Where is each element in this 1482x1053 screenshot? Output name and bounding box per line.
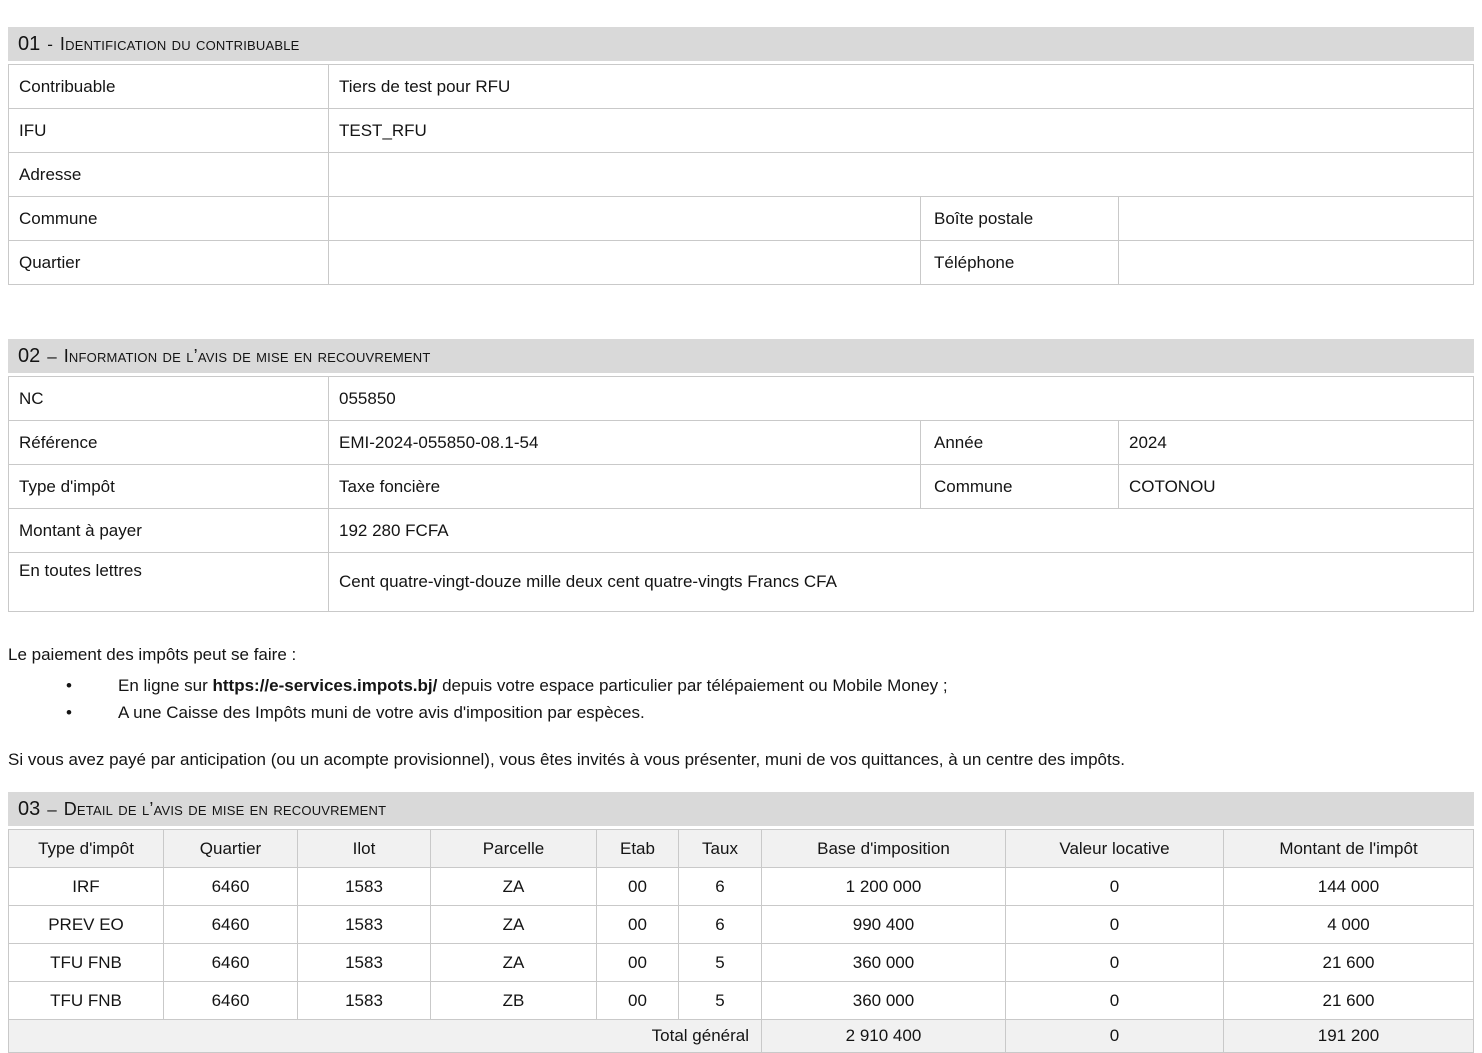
row-label: Contribuable <box>9 65 329 109</box>
section-avis-detail <box>8 792 1474 1053</box>
bullet-icon: • <box>66 703 72 722</box>
row-value: 055850 <box>329 377 1474 421</box>
section-02-header <box>8 339 1474 373</box>
row-value: EMI-2024-055850-08.1-54 <box>329 421 921 465</box>
anticipation-note-text: Si vous avez payé par anticipation (ou un acompte provisionnel), vous êtes invités à vous présenter, muni de vos quittances, à un centre des impôts. <box>8 750 1125 769</box>
table-cell: IRF <box>9 868 164 906</box>
table-row <box>9 906 1474 944</box>
row-value <box>1119 241 1474 285</box>
table-cell: 0 <box>1006 944 1224 982</box>
table-cell: 0 <box>1006 868 1224 906</box>
payment-options-list <box>8 672 1474 726</box>
row-value <box>1119 197 1474 241</box>
table-row <box>9 944 1474 982</box>
table-row <box>9 241 1474 285</box>
row-label: Quartier <box>9 241 329 285</box>
section-03-header <box>8 792 1474 826</box>
table-cell: ZB <box>431 982 597 1020</box>
table-cell: 6 <box>679 868 762 906</box>
section-avis-information <box>8 339 1474 612</box>
table-row <box>9 465 1474 509</box>
row-label: Année <box>921 421 1119 465</box>
payment-option-cash: A une Caisse des Impôts muni de votre avis d'imposition par espèces. <box>118 703 645 722</box>
table-cell: 0 <box>1006 982 1224 1020</box>
section-separator: – <box>47 800 57 819</box>
total-base-value: 2 910 400 <box>762 1020 1006 1053</box>
table-cell: 5 <box>679 982 762 1020</box>
table-row <box>9 109 1474 153</box>
row-label: Montant à payer <box>9 509 329 553</box>
section-separator: – <box>47 347 57 366</box>
section-identification <box>8 27 1474 285</box>
table-cell: 990 400 <box>762 906 1006 944</box>
table-cell: 00 <box>597 906 679 944</box>
row-value: 192 280 FCFA <box>329 509 1474 553</box>
table-row <box>9 421 1474 465</box>
section-title: Detail de l’avis de mise en recouvrement <box>63 799 387 819</box>
section-number: 03 <box>18 798 41 820</box>
table-cell: ZA <box>431 906 597 944</box>
payment-option-online-pre: En ligne sur <box>118 676 213 695</box>
column-header: Taux <box>679 830 762 868</box>
table-header-row <box>9 830 1474 868</box>
row-label: NC <box>9 377 329 421</box>
column-header: Quartier <box>164 830 298 868</box>
row-value <box>329 241 921 285</box>
section-title: Identification du contribuable <box>59 34 300 54</box>
row-value: TEST_RFU <box>329 109 1474 153</box>
row-label: Téléphone <box>921 241 1119 285</box>
table-cell: 21 600 <box>1224 982 1474 1020</box>
column-header: Parcelle <box>431 830 597 868</box>
identification-table <box>8 64 1474 285</box>
table-cell: 360 000 <box>762 944 1006 982</box>
row-label: Boîte postale <box>921 197 1119 241</box>
table-row <box>9 65 1474 109</box>
total-montant-value: 191 200 <box>1224 1020 1474 1053</box>
total-valeur-locative-value: 0 <box>1006 1020 1224 1053</box>
row-value <box>329 153 1474 197</box>
table-cell: 00 <box>597 868 679 906</box>
table-cell: 1583 <box>298 868 431 906</box>
table-cell: 21 600 <box>1224 944 1474 982</box>
bullet-icon: • <box>66 676 72 695</box>
column-header: Etab <box>597 830 679 868</box>
table-cell: 6460 <box>164 944 298 982</box>
table-cell: 1583 <box>298 982 431 1020</box>
section-number: 01 <box>18 33 41 55</box>
payment-instructions <box>8 645 1474 770</box>
payment-intro-text: Le paiement des impôts peut se faire : <box>8 645 297 664</box>
table-total-row <box>9 1020 1474 1053</box>
row-value: COTONOU <box>1119 465 1474 509</box>
table-cell: ZA <box>431 868 597 906</box>
row-value: 2024 <box>1119 421 1474 465</box>
row-label: En toutes lettres <box>9 553 329 612</box>
table-cell: 6 <box>679 906 762 944</box>
column-header: Ilot <box>298 830 431 868</box>
column-header: Type d'impôt <box>9 830 164 868</box>
table-row <box>9 553 1474 612</box>
row-label: IFU <box>9 109 329 153</box>
table-cell: 1583 <box>298 906 431 944</box>
section-number: 02 <box>18 345 41 367</box>
row-value <box>329 197 921 241</box>
payment-option-online-post: depuis votre espace particulier par télépaiement ou Mobile Money ; <box>437 676 948 695</box>
section-title: Information de l’avis de mise en recouvrement <box>63 346 431 366</box>
table-cell: 1 200 000 <box>762 868 1006 906</box>
table-row <box>9 509 1474 553</box>
table-row <box>9 868 1474 906</box>
column-header: Valeur locative <box>1006 830 1224 868</box>
row-label: Référence <box>9 421 329 465</box>
row-value: Cent quatre-vingt-douze mille deux cent quatre-vingts Francs CFA <box>329 553 1474 612</box>
eservices-url-link[interactable]: https://e-services.impots.bj/ <box>212 676 438 695</box>
list-item <box>8 672 1474 699</box>
row-label: Commune <box>921 465 1119 509</box>
table-cell: 5 <box>679 944 762 982</box>
table-cell: TFU FNB <box>9 982 164 1020</box>
table-cell: 6460 <box>164 868 298 906</box>
table-cell: ZA <box>431 944 597 982</box>
section-01-header <box>8 27 1474 61</box>
row-value: Tiers de test pour RFU <box>329 65 1474 109</box>
row-label: Commune <box>9 197 329 241</box>
row-label: Type d'impôt <box>9 465 329 509</box>
total-label: Total général <box>9 1020 762 1053</box>
table-cell: 144 000 <box>1224 868 1474 906</box>
table-cell: TFU FNB <box>9 944 164 982</box>
table-row <box>9 197 1474 241</box>
table-row <box>9 377 1474 421</box>
table-cell: 4 000 <box>1224 906 1474 944</box>
section-separator: - <box>47 35 53 54</box>
row-value: Taxe foncière <box>329 465 921 509</box>
column-header: Base d'imposition <box>762 830 1006 868</box>
table-cell: 1583 <box>298 944 431 982</box>
table-cell: 0 <box>1006 906 1224 944</box>
avis-information-table <box>8 376 1474 612</box>
table-cell: 6460 <box>164 982 298 1020</box>
table-cell: 6460 <box>164 906 298 944</box>
list-item <box>8 699 1474 726</box>
table-cell: PREV EO <box>9 906 164 944</box>
row-label: Adresse <box>9 153 329 197</box>
table-cell: 00 <box>597 944 679 982</box>
table-cell: 00 <box>597 982 679 1020</box>
table-cell: 360 000 <box>762 982 1006 1020</box>
column-header: Montant de l'impôt <box>1224 830 1474 868</box>
table-row <box>9 153 1474 197</box>
table-row <box>9 982 1474 1020</box>
avis-detail-table <box>8 829 1474 1053</box>
